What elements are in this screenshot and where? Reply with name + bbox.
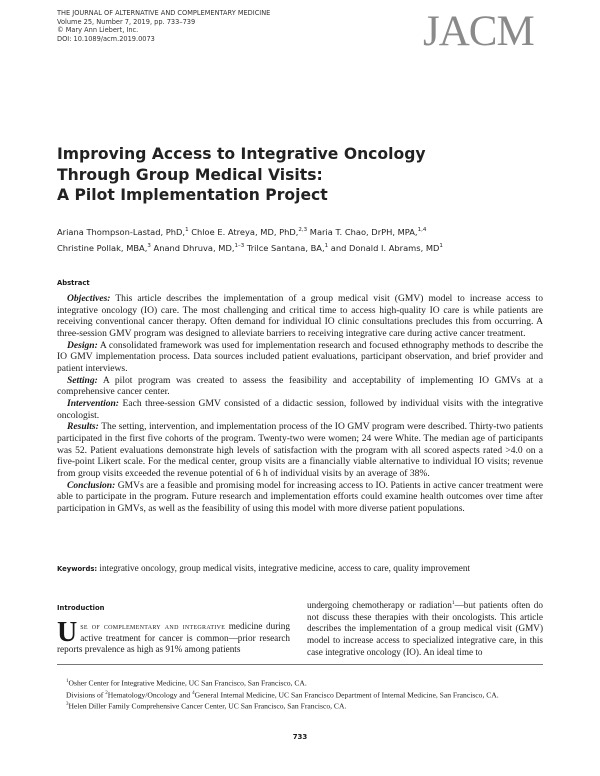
author: Anand Dhruva, MD,$^{1-3}$ bbox=[153, 242, 245, 253]
abstract-design: Design: A consolidated framework was used for implementation research and focused ethnography methods to describe the IO GMV implementation process. Data sources included patient evaluations, participant observation, and brief provider and patient interviews. bbox=[57, 339, 543, 374]
author: and Donald I. Abrams, $MD^1$ bbox=[330, 242, 443, 253]
title-line: A Pilot Implementation Project bbox=[57, 186, 328, 204]
copyright: © Mary Ann Liebert, Inc. bbox=[57, 26, 139, 35]
abstract-objectives: Objectives: This article describes the implementation of a group medical visit (GMV) model to increase access to integrative oncology (IO) care. The most challenging and critical time to access high-quality IO care is while patients are receiving conventional cancer therapy. Often demand for individual IO clinic consultations precludes this from occurring. A three-session GMV program was designed to alleviate barriers to receiving integrative care during active cancer treatment. bbox=[57, 293, 543, 339]
journal-header bbox=[57, 9, 270, 43]
affiliations-footnotes bbox=[57, 677, 543, 712]
title-line: Improving Access to Integrative Oncology bbox=[57, 145, 426, 163]
doi: DOI: 10.1089/acm.2019.0073 bbox=[57, 34, 155, 43]
keywords: Keywords: integrative oncology, group medical visits, integrative medicine, access to care, quality improvement bbox=[57, 563, 471, 573]
intro-right-column: undergoing chemotherapy or radiation$^1$—but patients often do not discuss these therapies with their oncologists. This article describes the implementation of a group medical visit (GMV) model to increase access to specialized integrative care, in this case integrative oncology (IO). An ideal time to bbox=[307, 600, 543, 657]
abstract-heading: Abstract bbox=[57, 279, 90, 287]
footnote: Divisions of $^2$Hematology/Oncology and $^4$General Internal Medicine, UC San Francisco Department of Internal Medicine, San Francisco, CA. bbox=[66, 690, 499, 700]
abstract-intervention: Intervention: Each three-session GMV consisted of a didactic session, followed by individual visits with the integrative oncologist. bbox=[57, 397, 543, 421]
abstract-conclusion: Conclusion: GMVs are a feasible and promising model for increasing access to IO. Patients in active cancer treatment were able to participate in the program. Future research and implementation efforts could examine health outcomes over time after participation in GMVs, as well as the feasibility of using this model with more diverse patient populations. bbox=[57, 479, 543, 514]
introduction-heading: Introduction bbox=[57, 604, 105, 612]
article-title bbox=[57, 144, 426, 206]
citation-ref[interactable]: 1 bbox=[451, 600, 455, 606]
footnote-divider bbox=[57, 664, 543, 665]
author: Chloe E. Atreya, MD, PhD,$^{2,3}$ bbox=[191, 226, 308, 237]
abstract-setting: Setting: A pilot program was created to assess the feasibility and acceptability of implementing IO GMVs at a comprehensive cancer center. bbox=[57, 374, 543, 398]
footnote: $^3$Helen Diller Family Comprehensive Cancer Center, UC San Francisco, San Francisco, CA. bbox=[66, 701, 347, 711]
journal-logo: JACM bbox=[423, 8, 534, 55]
intro-left-column: Use of complementary and integrative medicine during active treatment for cancer is common—prior research reports prevalence as high as 91% among patients bbox=[57, 617, 290, 655]
volume-info: Volume 25, Number 7, 2019, pp. 733–739 bbox=[57, 17, 196, 26]
drop-cap: U bbox=[57, 617, 78, 648]
journal-name: THE JOURNAL OF ALTERNATIVE AND COMPLEMENTARY MEDICINE bbox=[57, 9, 271, 17]
footnote: $^1$Osher Center for Integrative Medicine, UC San Francisco, San Francisco, CA. bbox=[66, 678, 307, 688]
abstract-body bbox=[57, 293, 543, 514]
abstract-results: Results: The setting, intervention, and implementation process of the IO GMV program were described. Thirty-two patients participated in the first five cohorts of the program. Twenty-two were women; 24 were White. The median age of participants was 52. Patient evaluations demonstrate high levels of satisfaction with the program with all scored aspects rated >4.0 on a five-point Likert scale. For the medical center, group visits are a financially viable alternative to individual IO visits; revenue from group visits exceeded the revenue potential of 6 h of individual visits by an average of 38%. bbox=[57, 421, 543, 479]
title-line: Through Group Medical Visits: bbox=[57, 165, 323, 184]
author-list bbox=[57, 223, 547, 255]
author: Maria T. Chao, DrPH, MPA,$^{1,4}$ bbox=[309, 226, 427, 237]
page-number: 733 bbox=[292, 733, 308, 741]
author: Trilce Santana, BA,$^1$ bbox=[246, 242, 329, 253]
author: Ariana Thompson-Lastad, PhD,$^1$ bbox=[57, 226, 189, 237]
author: Christine Pollak, MBA,$^3$ bbox=[57, 242, 151, 253]
